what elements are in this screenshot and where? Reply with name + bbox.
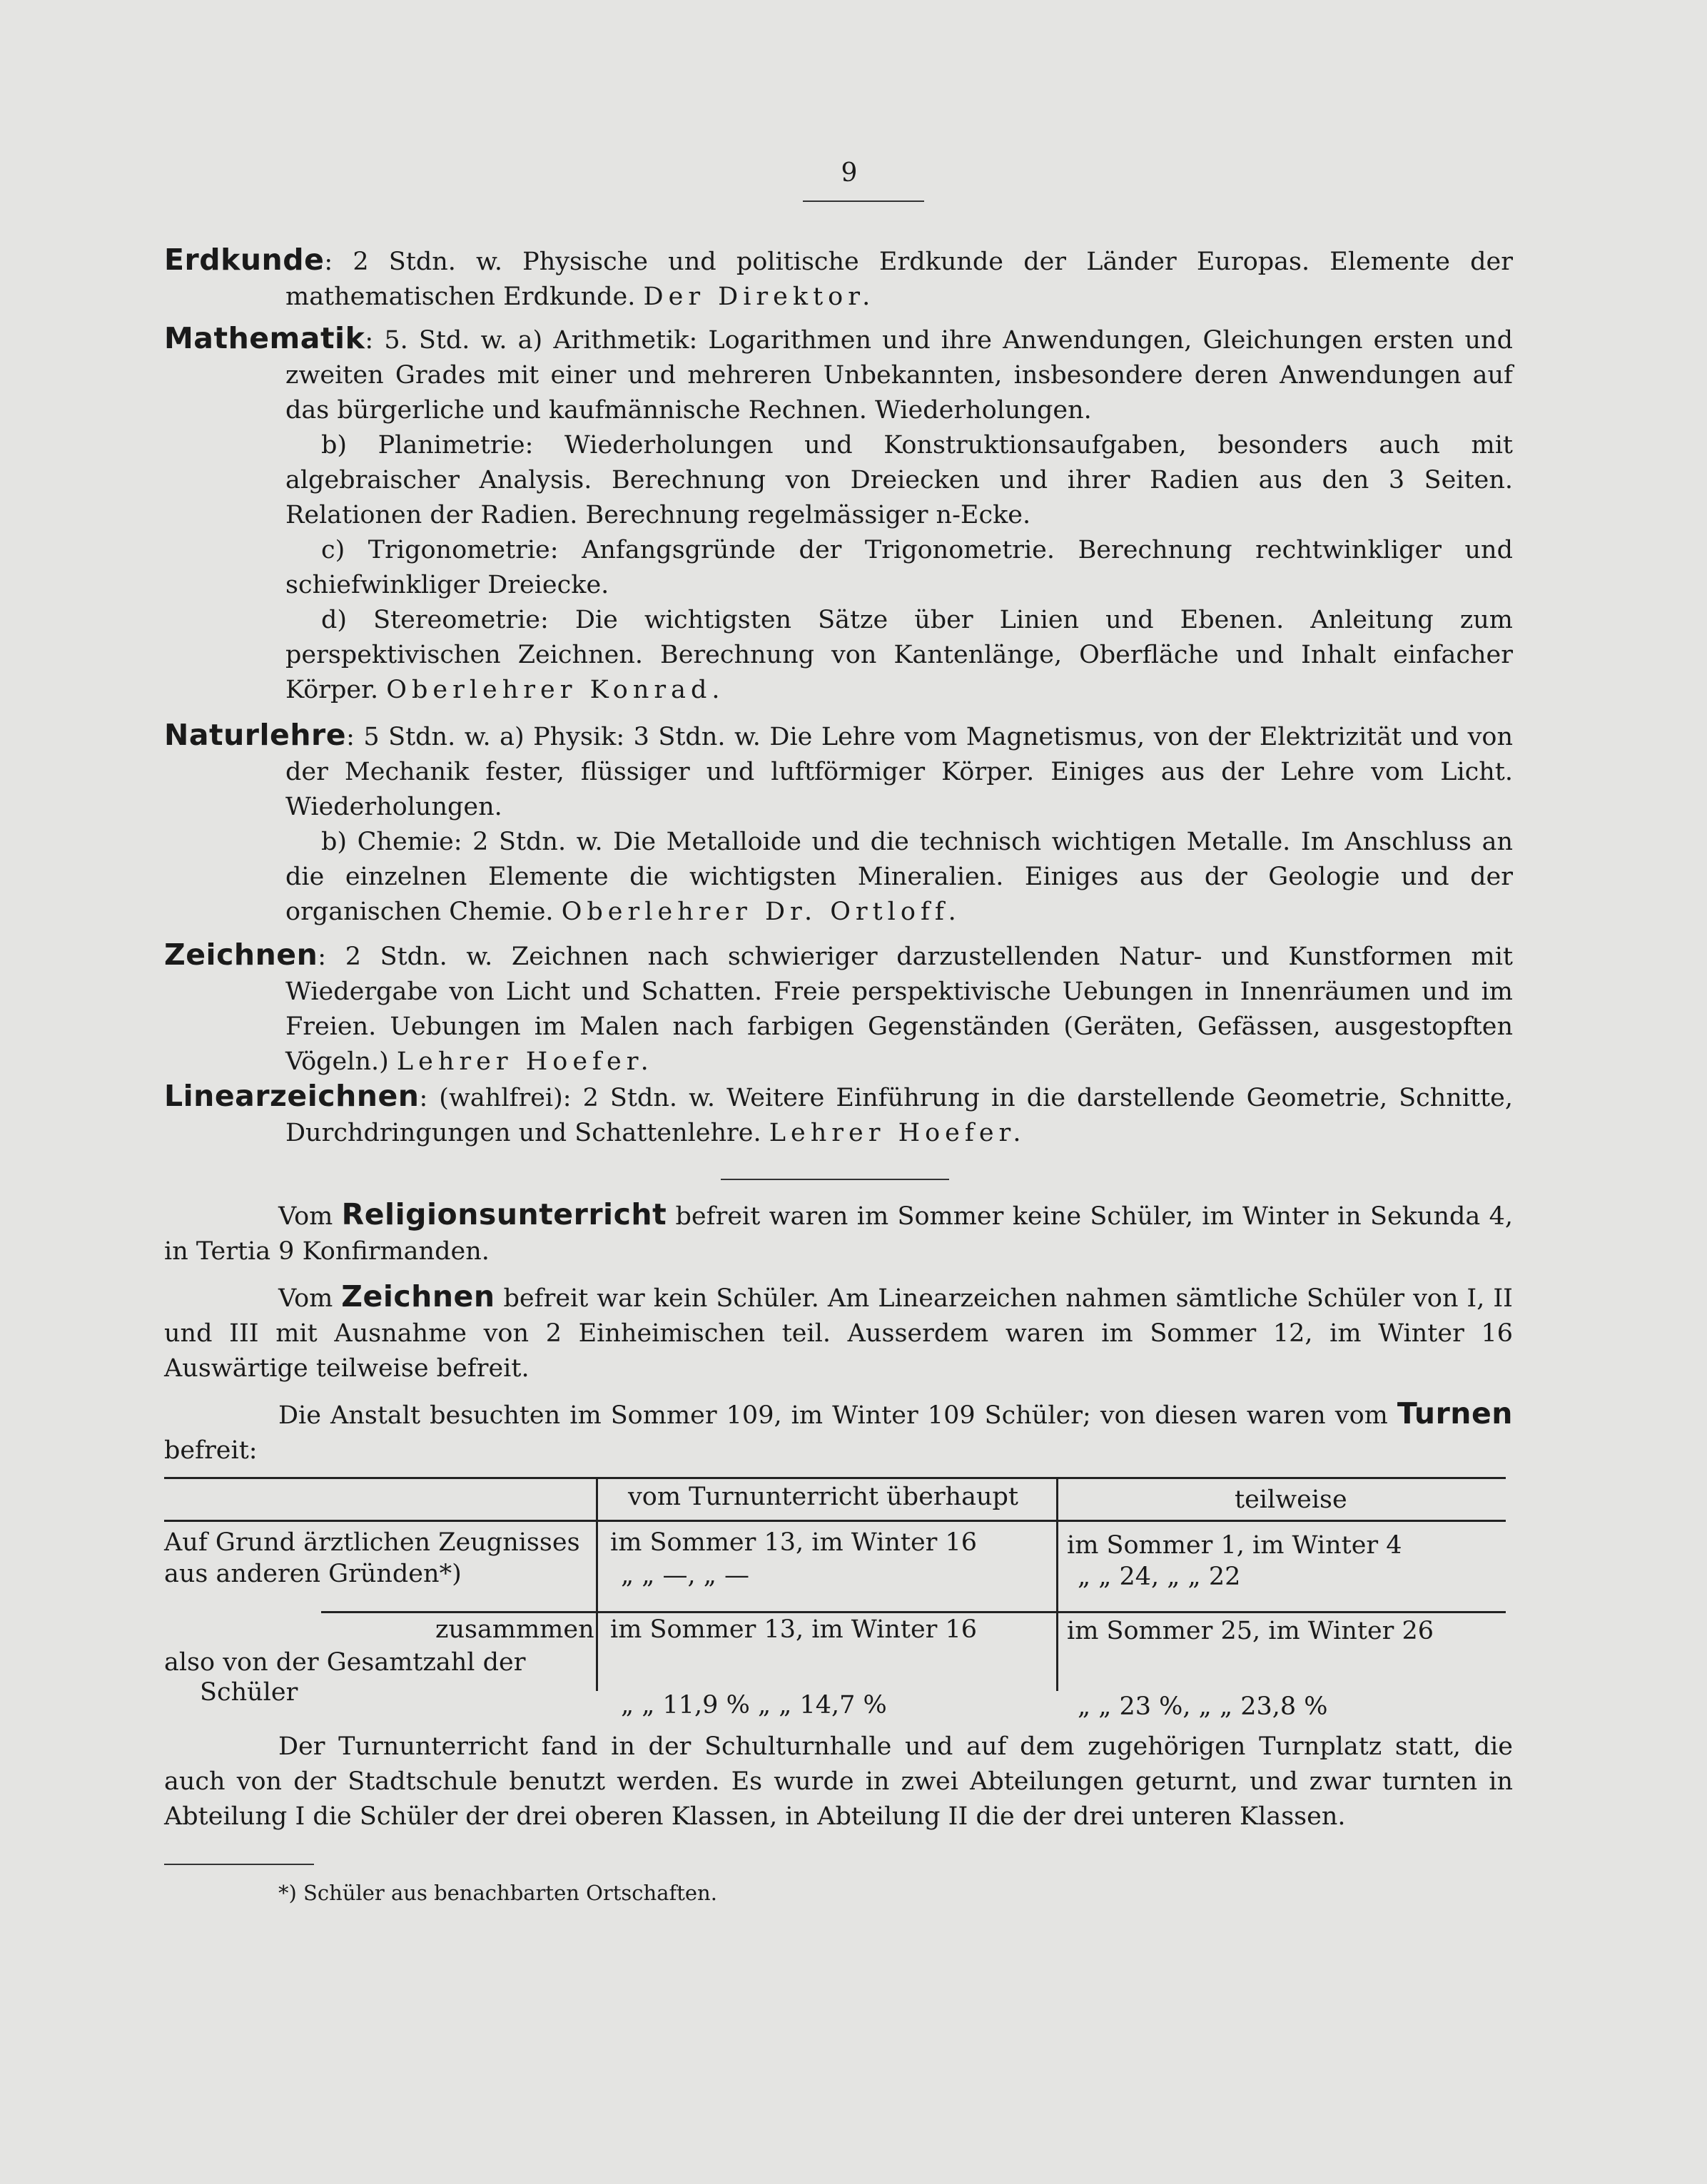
table-row4-label-b: Schüler (200, 1678, 298, 1707)
turnen-pre: Die Anstalt besuchten im Sommer 109, im Winter 109 Schüler; von diesen waren vom (278, 1401, 1388, 1430)
section-linearzeichnen (164, 1079, 1513, 1151)
heading-religionsunterricht: Religionsunterricht (341, 1197, 667, 1231)
naturlehre-teacher: Oberlehrer Dr. Ortloff. (561, 898, 961, 926)
section-zeichnen (164, 938, 1513, 1080)
section-naturlehre (164, 718, 1513, 930)
heading-mathematik: Mathematik (164, 321, 365, 355)
turnen-post: befreit: (164, 1436, 258, 1465)
naturlehre-text-b: b) Chemie: 2 Stdn. w. Die Metalloide und die technisch wichtigen Metalle. Im Anschluss an die einzelnen Elemente die wichtigsten Mineralien. Einiges aus der Geologie und der organischen Chemie. (285, 828, 1513, 926)
table-row1-label: Auf Grund ärztlichen Zeugnisses (164, 1528, 580, 1557)
table-head-overall: vom Turnunterricht überhaupt (628, 1483, 1018, 1511)
heading-zeichnen-exempt: Zeichnen (341, 1279, 495, 1314)
section-mathematik (164, 321, 1513, 708)
footnote-rule (164, 1864, 314, 1865)
religion-text: befreit waren im Sommer keine Schüler, im Winter in Sekunda 4, in Tertia 9 Konfirmanden. (164, 1202, 1513, 1266)
heading-erdkunde: Erdkunde (164, 243, 325, 277)
zeichnen-exempt-pre: Vom (278, 1284, 333, 1313)
mathematik-text-a: : 5. Std. w. a) Arithmetik: Logarithmen und ihre Anwendungen, Gleichungen ersten und zweiten Grades mit einer und mehreren Unbekannten, insbesondere deren Anwendungen auf das bürgerliche und kaufmännische Rechnen. Wiederholungen. (285, 326, 1513, 425)
table-vline-2 (1056, 1477, 1058, 1691)
naturlehre-text-a: : 5 Stdn. w. a) Physik: 3 Stdn. w. Die Lehre vom Magnetismus, von der Elektrizität und von der Mechanik fester, flüssiger und luftförmiger Körper. Einiges aus der Lehre vom Licht. Wiederholungen. (285, 723, 1513, 821)
section-divider (721, 1179, 949, 1180)
table-row1-partial: im Sommer 1, im Winter 4 (1067, 1531, 1402, 1560)
mathematik-text-c: c) Trigonometrie: Anfangsgründe der Trigonometrie. Berechnung rechtwinkliger und schiefwinkliger Dreiecke. (285, 536, 1513, 599)
page-number-rule (803, 200, 924, 202)
table-row4-partial: „ „ 23 %, „ „ 23,8 % (1078, 1692, 1328, 1721)
erdkunde-text: : 2 Stdn. w. Physische und politische Erdkunde der Länder Europas. Elemente der mathematischen Erdkunde. (285, 248, 1513, 311)
table-row3-overall: im Sommer 13, im Winter 16 (610, 1615, 978, 1644)
heading-naturlehre: Naturlehre (164, 718, 347, 752)
mathematik-text-b: b) Planimetrie: Wiederholungen und Konstruktionsaufgaben, besonders auch mit algebraischer Analysis. Berechnung von Dreiecken und ihrer Radien aus den 3 Seiten. Relationen der Radien. Berechnung regelmässiger n-Ecke. (285, 431, 1513, 529)
table-head-partial: teilweise (1235, 1485, 1347, 1514)
table-row2-overall: „ „ —, „ — (621, 1561, 750, 1590)
table-row2-label: aus anderen Gründen*) (164, 1560, 462, 1588)
table-row3-partial: im Sommer 25, im Winter 26 (1067, 1617, 1434, 1645)
table-row4-overall: „ „ 11,9 % „ „ 14,7 % (621, 1691, 887, 1720)
table-row1-overall: im Sommer 13, im Winter 16 (610, 1528, 978, 1557)
table-rule-sum (321, 1611, 1506, 1613)
heading-linearzeichnen: Linearzeichnen (164, 1079, 420, 1113)
zeichnen-text: : 2 Stdn. w. Zeichnen nach schwieriger darzustellenden Natur- und Kunstformen mit Wiedergabe von Licht und Schatten. Freie perspektivische Uebungen in Innenräumen und im Freien. Uebungen im Malen nach farbigen Gegenständen (Geräten, Gefässen, ausgestopften Vögeln.) (285, 943, 1513, 1076)
table-rule-header (164, 1520, 1506, 1522)
section-erdkunde (164, 243, 1513, 315)
table-rule-top (164, 1477, 1506, 1479)
table-vline-1 (596, 1477, 598, 1691)
closing-paragraph (164, 1730, 1513, 1834)
page-number: 9 (841, 158, 858, 188)
heading-zeichnen: Zeichnen (164, 938, 318, 972)
footnote: *) Schüler aus benachbarten Ortschaften. (278, 1881, 717, 1905)
religion-pre: Vom (278, 1202, 333, 1231)
erdkunde-teacher: Der Direktor. (643, 283, 876, 311)
table-row3-label: zusammmen (435, 1615, 594, 1644)
zeichnen-teacher: Lehrer Hoefer. (396, 1047, 654, 1076)
turnen-table (164, 1468, 1506, 1725)
exemptions (164, 1197, 1513, 1468)
mathematik-teacher: Oberlehrer Konrad. (386, 676, 725, 704)
linearzeichnen-teacher: Lehrer Hoefer. (769, 1119, 1026, 1147)
table-row2-partial: „ „ 24, „ „ 22 (1078, 1563, 1241, 1591)
linearzeichnen-text: : (wahlfrei): 2 Stdn. w. Weitere Einführung in die darstellende Geometrie, Schnitte, Durchdringungen und Schattenlehre. (285, 1084, 1513, 1147)
heading-turnen: Turnen (1397, 1396, 1513, 1431)
closing-text: Der Turnunterricht fand in der Schulturnhalle und auf dem zugehörigen Turnplatz statt, die auch von der Stadtschule benutzt werden. Es wurde in zwei Abteilungen geturnt, und zwar turnten in Abteilung I die Schüler der drei oberen Klassen, in Abteilung II die der drei unteren Klassen. (164, 1732, 1513, 1831)
table-row4-label-a: also von der Gesamtzahl der (164, 1648, 526, 1677)
zeichnen-exempt-text: befreit war kein Schüler. Am Linearzeichen nahmen sämtliche Schüler von I, II und III mit Ausnahme von 2 Einheimischen teil. Ausserdem waren im Sommer 12, im Winter 16 Auswärtige teilweise befreit. (164, 1284, 1513, 1383)
mathematik-text-d: d) Stereometrie: Die wichtigsten Sätze über Linien und Ebenen. Anleitung zum perspektivischen Zeichnen. Berechnung von Kantenlänge, Oberfläche und Inhalt einfacher Körper. (285, 606, 1513, 704)
